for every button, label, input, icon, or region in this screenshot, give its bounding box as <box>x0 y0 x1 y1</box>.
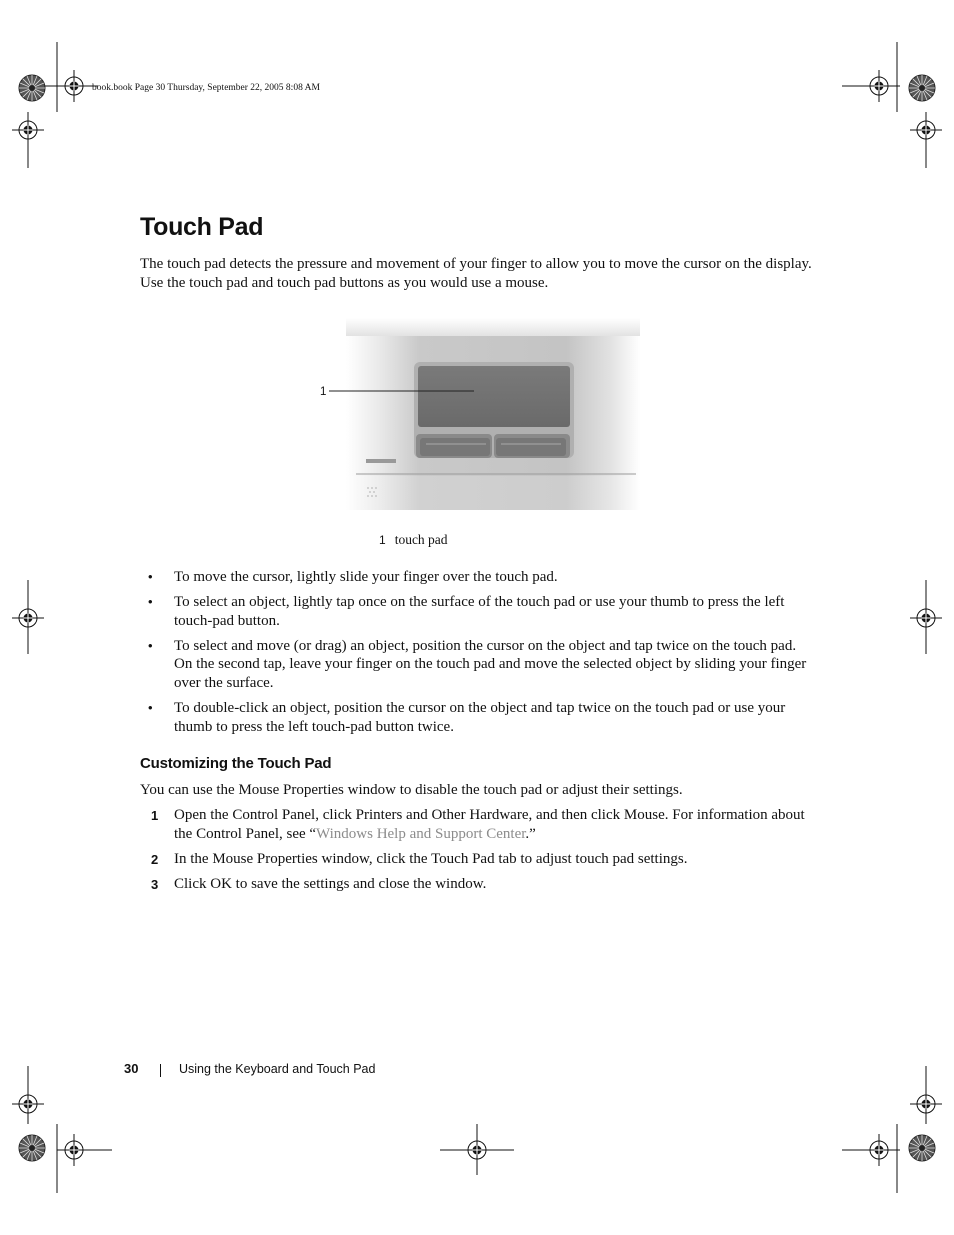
caption-number: 1 <box>379 533 386 547</box>
print-slug: book.book Page 30 Thursday, September 22, 2005 8:08 AM <box>92 83 320 93</box>
ui-term: Mouse Properties <box>238 782 344 798</box>
step-item: 1 Open the Control Panel, click Printers and Other Hardware, and then click Mouse. For information about the Control Panel, see “Windows Help and Support Center.” <box>151 807 805 842</box>
usage-bullet-list <box>140 568 815 743</box>
step-item: 2 In the Mouse Properties window, click the Touch Pad tab to adjust touch pad settings. <box>140 850 815 869</box>
bullet-glyph: • <box>148 700 153 716</box>
help-center-link[interactable]: Windows Help and Support Center <box>316 825 526 842</box>
step-number: 1 <box>151 808 159 823</box>
bullet-glyph: • <box>148 594 153 610</box>
steps-list <box>140 806 815 900</box>
list-item: • To select and move (or drag) an object, position the cursor on the object and tap twice on the touch pad. On the second tap, leave your finger on the touch pad and move the selected object by sliding your finger over the surface. <box>148 637 807 691</box>
list-item: • To double-click an object, position the cursor on the object and tap twice on the touch pad or use your thumb to press the left touch-pad button twice. <box>148 700 786 735</box>
figure-caption <box>379 532 448 548</box>
bullet-glyph: • <box>148 637 153 653</box>
ui-term: OK <box>210 875 232 892</box>
page-title: Touch Pad <box>140 213 264 241</box>
footer-section-title: Using the Keyboard and Touch Pad <box>179 1062 376 1076</box>
bullet-glyph: • <box>148 569 153 584</box>
ui-term: Printers and Other Hardware <box>355 807 529 823</box>
caption-text: touch pad <box>394 532 448 547</box>
page-number: 30 <box>124 1061 139 1076</box>
intro-paragraph: The touch pad detects the pressure and movement of your finger to allow you to move the cursor on the display. Use the touch pad and touch pad buttons as you would use a mouse. <box>140 256 812 291</box>
list-item: • To select an object, lightly tap once on the surface of the touch pad or use your thumb to press the left touch-pad button. <box>148 594 785 629</box>
customize-paragraph: You can use the Mouse Properties window to disable the touch pad or adjust their settings. <box>140 782 683 798</box>
step-item: 3 Click OK to save the settings and close the window. <box>140 875 815 894</box>
step-number: 2 <box>151 851 159 867</box>
section-heading: Customizing the Touch Pad <box>140 755 332 772</box>
ui-term: Mouse <box>623 807 665 823</box>
ui-term: Touch Pad <box>431 850 495 867</box>
ui-term: Mouse Properties <box>212 850 318 867</box>
footer-divider <box>160 1064 161 1077</box>
step-number: 3 <box>151 876 159 892</box>
touch-pad-illustration <box>316 316 640 512</box>
callout-number: 1 <box>320 386 327 398</box>
list-item: • To move the cursor, lightly slide your finger over the touch pad. <box>148 569 558 585</box>
